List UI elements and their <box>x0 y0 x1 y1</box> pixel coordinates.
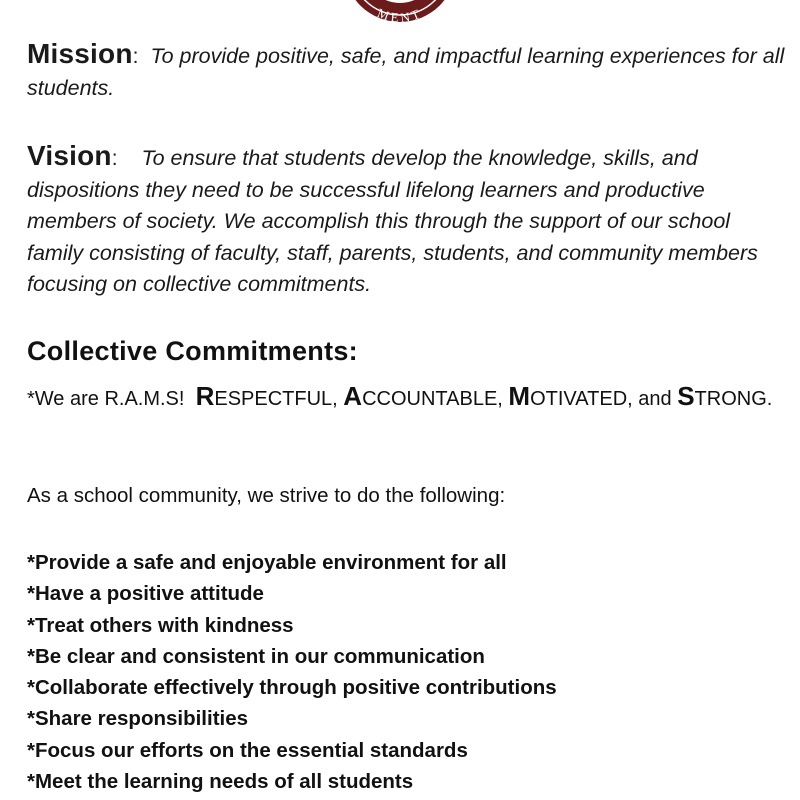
strive-statement: As a school community, we strive to do the following: <box>27 484 506 507</box>
list-item: *Meet the learning needs of all students <box>27 770 414 794</box>
vision-colon: : <box>111 147 118 170</box>
mission-section <box>27 38 787 104</box>
mission-colon: : <box>132 45 139 68</box>
list-item: *Share responsibilities <box>27 707 249 731</box>
list-item: *Collaborate effectively through positive contributions <box>27 676 557 700</box>
rams-word-accountable: ACCOUNTABLE <box>343 381 498 411</box>
commitments-title: Collective Commitments: <box>27 336 358 366</box>
rams-word-respectful: RESPECTFUL <box>195 381 333 411</box>
rams-word-strong: STRONG <box>677 381 767 411</box>
list-item: *Have a positive attitude <box>27 582 264 606</box>
svg-text:MENT: MENT <box>375 5 425 22</box>
school-seal-graphic <box>300 0 500 22</box>
list-item: *Focus our efforts on the essential standards <box>27 738 468 762</box>
rams-word-motivated: MOTIVATED <box>508 381 628 411</box>
mission-heading: Mission <box>27 38 133 69</box>
rams-statement: *We are R.A.M.S! RESPECTFUL, ACCOUNTABLE, MOTIVATED, and STRONG. <box>27 381 773 411</box>
list-item: *Be clear and consistent in our communication <box>27 644 485 668</box>
mission-paragraph <box>27 38 787 104</box>
commitments-list <box>27 547 557 797</box>
list-item: *Provide a safe and enjoyable environment for all <box>27 551 507 574</box>
mission-text: To provide positive, safe, and impactful learning experiences for all students. <box>27 44 785 100</box>
vision-text: To ensure that students develop the knowledge, skills, and dispositions they need to be successful lifelong learners and productive members of society. We accomplish this through the support of our school family consisting of faculty, staff, parents, students, and community members focusing on collective commitments. <box>27 146 758 296</box>
list-item: *Treat others with kindness <box>27 613 294 637</box>
vision-paragraph <box>27 140 787 301</box>
rams-intro: *We are R.A.M.S! <box>27 388 185 410</box>
vision-heading: Vision <box>27 140 112 171</box>
school-seal <box>0 0 800 22</box>
vision-section <box>27 140 787 301</box>
